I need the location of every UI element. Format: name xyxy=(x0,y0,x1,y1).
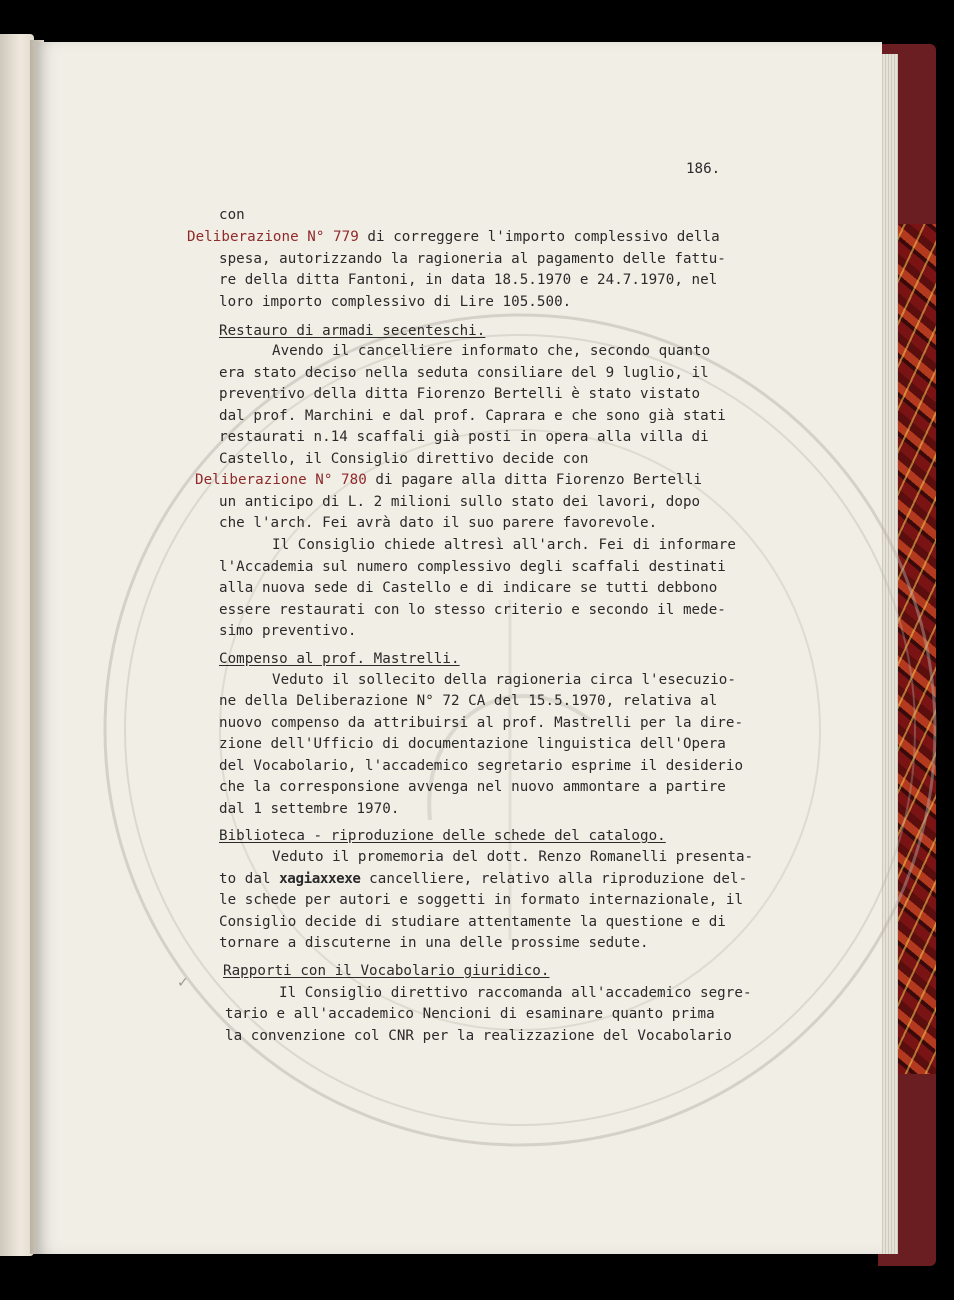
text-line: con xyxy=(219,207,245,223)
typed-page xyxy=(36,42,882,1254)
text-line: preventivo della ditta Fiorenzo Bertelli è stato vistato xyxy=(219,386,701,402)
text-line: la convenzione col CNR per la realizzazione del Vocabolario xyxy=(225,1028,732,1044)
text-line: Il Consiglio direttivo raccomanda all'accademico segre- xyxy=(279,985,752,1001)
text-line: nuovo compenso da attribuirsi al prof. Mastrelli per la dire- xyxy=(219,715,744,731)
text-span: di correggere l'importo complessivo della xyxy=(358,229,720,245)
text-line: Il Consiglio chiede altresì all'arch. Fei di informare xyxy=(272,537,736,553)
text-line: alla nuova sede di Castello e di indicare se tutti debbono xyxy=(219,580,718,596)
text-line: Consiglio decide di studiare attentamente la questione e di xyxy=(219,914,726,930)
text-line: Veduto il sollecito della ragioneria circa l'esecuzio- xyxy=(272,672,736,688)
text-span: cancelliere, relativo alla riproduzione del- xyxy=(360,871,748,887)
text-line: tornare a discuterne in una delle prossime sedute. xyxy=(219,935,649,951)
text-span: di pagare alla ditta Fiorenzo Bertelli xyxy=(366,472,702,488)
text-line: che l'arch. Fei avrà dato il suo parere favorevole. xyxy=(219,515,658,531)
text-line xyxy=(195,470,702,492)
page-number: 186. xyxy=(686,161,721,177)
section-heading: Restauro di armadi secenteschi. xyxy=(219,323,486,339)
text-line: spesa, autorizzando la ragioneria al pagamento delle fattu- xyxy=(219,251,726,267)
text-line: restaurati n.14 scaffali già posti in opera alla villa di xyxy=(219,429,709,445)
text-line: dal 1 settembre 1970. xyxy=(219,801,400,817)
text-line: l'Accademia sul numero complessivo degli scaffali destinati xyxy=(219,559,726,575)
text-line: ne della Deliberazione N° 72 CA del 15.5.1970, relativa al xyxy=(219,693,718,709)
text-line: che la corresponsione avvenga nel nuovo ammontare a partire xyxy=(219,779,726,795)
section-heading: Compenso al prof. Mastrelli. xyxy=(219,651,460,667)
text-span: to dal xyxy=(219,871,280,887)
text-line: dal prof. Marchini e dal prof. Caprara e che sono già stati xyxy=(219,408,726,424)
text-line: loro importo complessivo di Lire 105.500. xyxy=(219,294,572,310)
text-line xyxy=(187,227,720,249)
text-line xyxy=(219,869,747,891)
section-heading: Rapporti con il Vocabolario giuridico. xyxy=(223,963,550,979)
section-heading: Biblioteca - riproduzione delle schede del catalogo. xyxy=(219,828,666,844)
struck-text: xagiaxxexe xyxy=(279,871,361,887)
deliberation-label: Deliberazione N° 779 xyxy=(187,229,359,245)
facing-page-edge xyxy=(0,34,34,1256)
text-line: simo preventivo. xyxy=(219,623,357,639)
text-line: Castello, il Consiglio direttivo decide con xyxy=(219,451,589,467)
text-line: Veduto il promemoria del dott. Renzo Romanelli presenta- xyxy=(272,849,754,865)
text-line: tario e all'accademico Nencioni di esaminare quanto prima xyxy=(225,1006,715,1022)
text-line: re della ditta Fantoni, in data 18.5.1970 e 24.7.1970, nel xyxy=(219,272,718,288)
text-line: essere restaurati con lo stesso criterio e secondo il mede- xyxy=(219,602,726,618)
text-line: Avendo il cancelliere informato che, secondo quanto xyxy=(272,343,711,359)
margin-check-mark: ✓ xyxy=(178,972,188,991)
deliberation-label: Deliberazione N° 780 xyxy=(195,472,367,488)
text-line: era stato deciso nella seduta consiliare del 9 luglio, il xyxy=(219,365,709,381)
marbled-endpaper xyxy=(896,224,936,1074)
text-line: del Vocabolario, l'accademico segretario esprime il desiderio xyxy=(219,758,744,774)
text-line: un anticipo di L. 2 milioni sullo stato dei lavori, dopo xyxy=(219,494,701,510)
text-line: le schede per autori e soggetti in formato internazionale, il xyxy=(219,892,744,908)
text-line: zione dell'Ufficio di documentazione linguistica dell'Opera xyxy=(219,736,726,752)
